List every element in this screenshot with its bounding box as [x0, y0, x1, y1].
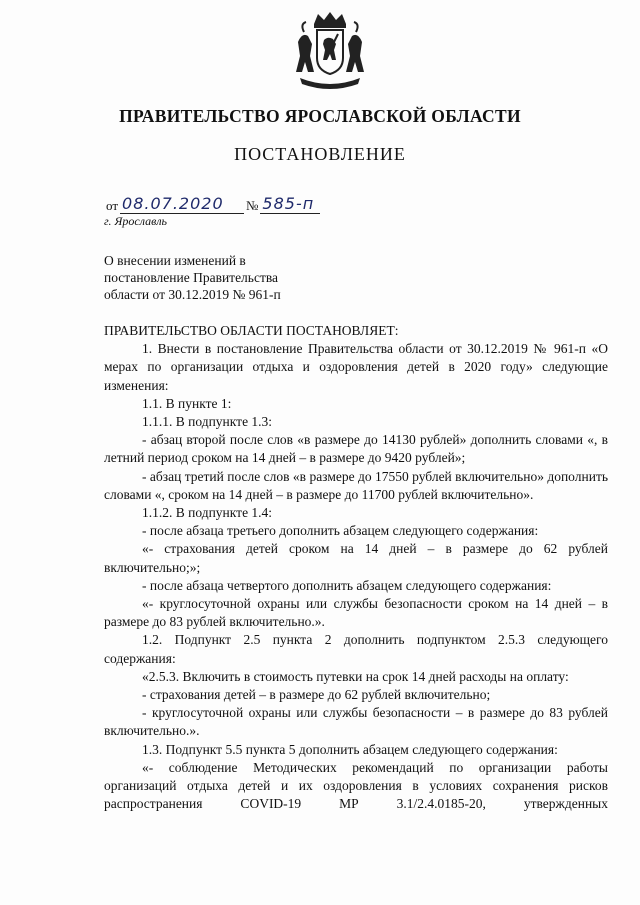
paragraph: ПРАВИТЕЛЬСТВО ОБЛАСТИ ПОСТАНОВЛЯЕТ: [104, 323, 399, 338]
paragraph: - страхования детей – в размере до 62 рублей включительно; [142, 687, 491, 703]
document-type: ПОСТАНОВЛЕНИЕ [234, 144, 406, 164]
date-prefix: от [106, 198, 119, 213]
number-prefix: № [246, 198, 259, 213]
document-date-number [104, 190, 320, 214]
document-body [104, 322, 608, 813]
paragraph: 1. Внести в постановление Правительства области от 30.12.2019 № 961-п «О мерах по организации отдыха и оздоровления детей в 2020 году» следующие изменения: [104, 341, 608, 393]
paragraph: 1.1. В пункте 1: [142, 395, 232, 411]
paragraph: - абзац второй после слов «в размере до 14130 рублей» дополнить словами «, в летний период сроком на 14 дней – в размере до 9420 рублей»; [104, 432, 608, 466]
paragraph: 1.1.1. В подпункте 1.3: [142, 414, 273, 430]
paragraph: «2.5.3. Включить в стоимость путевки на срок 14 дней расходы на оплату: [142, 668, 569, 684]
paragraph: «- круглосуточной охраны или службы безопасности сроком на 14 дней – в размере до 83 рублей включительно.». [104, 596, 608, 630]
paragraph: - после абзаца третьего дополнить абзацем следующего содержания: [142, 523, 539, 539]
paragraph: «- страхования детей сроком на 14 дней – в размере до 62 рублей включительно;»; [104, 541, 608, 575]
paragraph: 1.1.2. В подпункте 1.4: [142, 505, 273, 521]
handwritten-date: 08.07.2020 [120, 195, 244, 214]
city-label: г. Ярославль [104, 214, 168, 228]
coat-of-arms-emblem [288, 10, 372, 94]
document-subject: О внесении изменений в постановление Правительства области от 30.12.2019 № 961-п [104, 253, 281, 302]
paragraph: 1.2. Подпункт 2.5 пункта 2 дополнить подпунктом 2.5.3 следующего содержания: [104, 632, 608, 666]
paragraph: 1.3. Подпункт 5.5 пункта 5 дополнить абзацем следующего содержания: [142, 741, 558, 757]
paragraph: - круглосуточной охраны или службы безопасности – в размере до 83 рублей включительно.». [104, 705, 608, 739]
paragraph: - после абзаца четвертого дополнить абзацем следующего содержания: [142, 577, 552, 593]
paragraph: «- соблюдение Методических рекомендаций по организации работы организаций отдыха детей и их оздоровления в условиях сохранения рисков распространения COVID-19 МР 3.1/2.4.0185-20, утвержденных [104, 759, 608, 812]
paragraph: - абзац третий после слов «в размере до 17550 рублей включительно» дополнить словами «, сроком на 14 дней – в размере до 11700 рублей включительно». [104, 468, 608, 502]
government-title: ПРАВИТЕЛЬСТВО ЯРОСЛАВСКОЙ ОБЛАСТИ [119, 106, 521, 126]
handwritten-number: 585-п [260, 195, 320, 214]
